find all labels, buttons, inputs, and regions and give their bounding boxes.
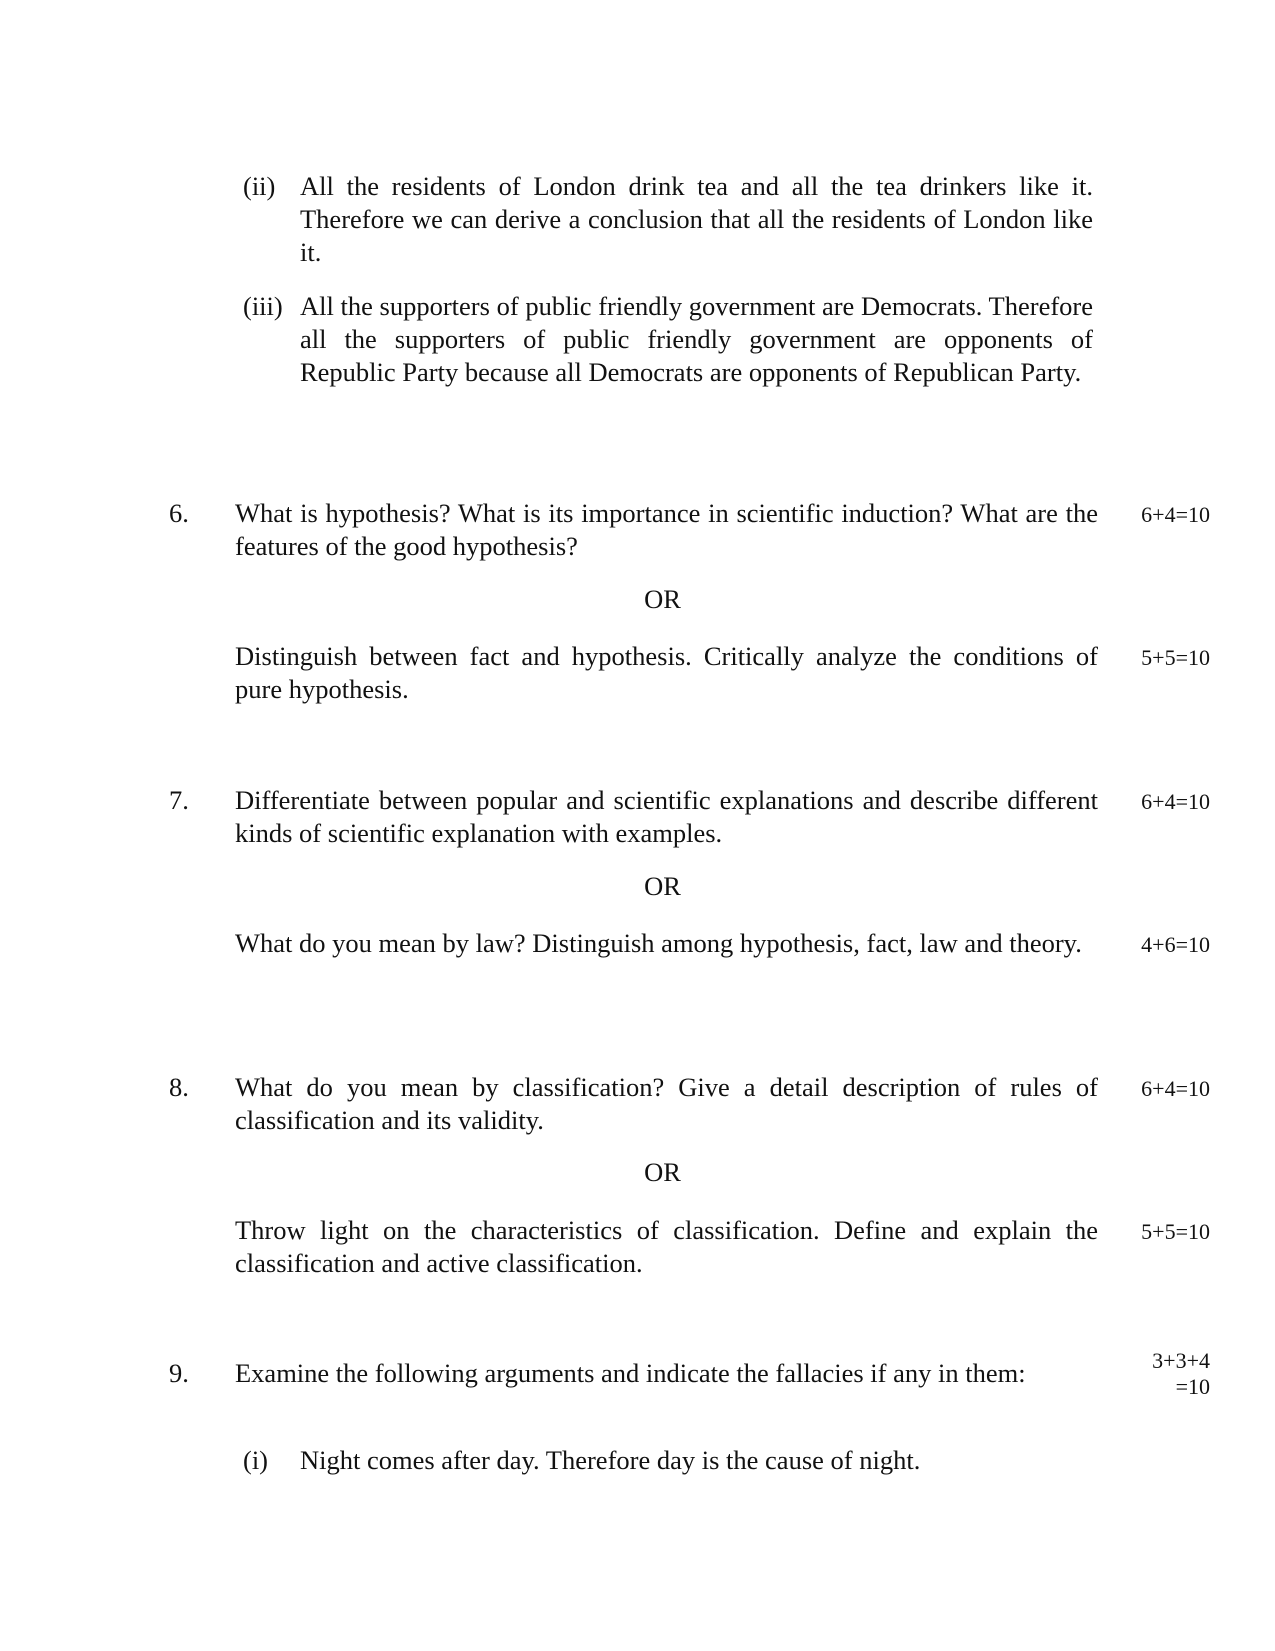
or-separator-7: OR (644, 871, 681, 901)
sub-item-text: All the supporters of public friendly government are Democrats. Therefore all the supporters of public friendly government are opponents of Republic Party because all Democrats are opponents of Republican Party. (300, 291, 1093, 387)
question-text: Differentiate between popular and scientific explanations and describe different kinds of scientific explanation with examples. (235, 785, 1098, 848)
question-7-marks: 6+4=10 (1141, 789, 1210, 814)
question-text: What is hypothesis? What is its importance in scientific induction? What are the features of the good hypothesis? (235, 498, 1098, 561)
question-6-alternative: Distinguish between fact and hypothesis. Critically analyze the conditions of pure hypothesis. (235, 641, 1098, 704)
question-number: 6. (169, 498, 189, 528)
question-8-alternative: Throw light on the characteristics of classification. Define and explain the classification and active classification. (235, 1215, 1098, 1278)
question-7-alt-marks: 4+6=10 (1141, 932, 1210, 957)
question-8-alt-marks: 5+5=10 (1141, 1219, 1210, 1244)
question-number: 9. (169, 1358, 189, 1388)
question-6-marks: 6+4=10 (1141, 502, 1210, 527)
sub-item-text: Night comes after day. Therefore day is the cause of night. (300, 1445, 921, 1475)
question-number: 7. (169, 785, 189, 815)
question-text: What do you mean by classification? Give a detail description of rules of classification and its validity. (235, 1072, 1098, 1135)
sub-item-ii (243, 170, 1093, 269)
sub-item-number: (ii) (243, 171, 276, 201)
question-number: 8. (169, 1072, 189, 1102)
question-9-marks: 3+3+4 =10 (1152, 1348, 1210, 1399)
question-text: Examine the following arguments and indicate the fallacies if any in them: (235, 1358, 1026, 1388)
or-separator-8: OR (644, 1157, 681, 1187)
question-9-sub-item-i (243, 1444, 1093, 1477)
question-6-alt-marks: 5+5=10 (1141, 645, 1210, 670)
sub-item-text: All the residents of London drink tea and all the tea drinkers like it. Therefore we can derive a conclusion that all the residents of London like it. (300, 171, 1093, 267)
sub-item-number: (iii) (243, 291, 283, 321)
or-separator-6: OR (644, 584, 681, 614)
sub-item-iii (243, 290, 1093, 389)
sub-item-number: (i) (243, 1445, 269, 1475)
question-8-marks: 6+4=10 (1141, 1076, 1210, 1101)
question-7-alternative: What do you mean by law? Distinguish among hypothesis, fact, law and theory. (235, 928, 1082, 958)
